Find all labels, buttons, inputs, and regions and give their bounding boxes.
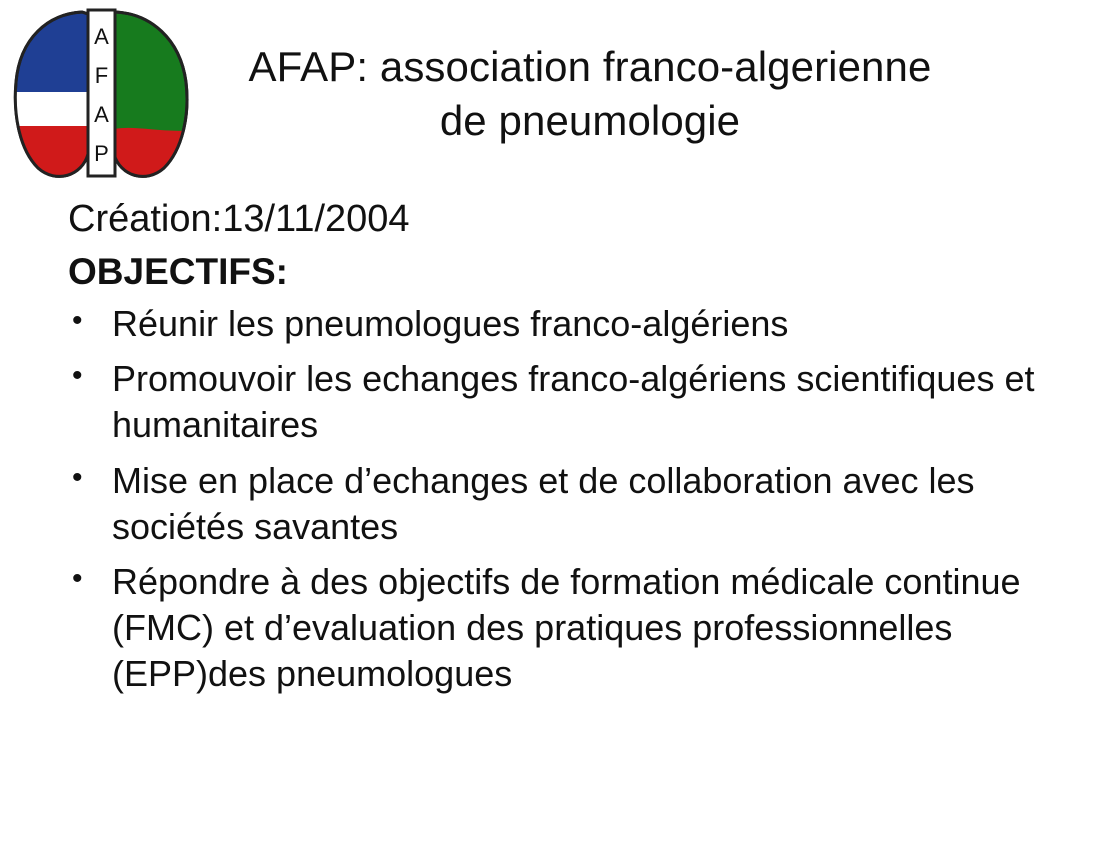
creation-date-text: Création:13/11/2004 [68, 198, 410, 240]
logo-letter-f: F [94, 63, 109, 88]
slide-title [200, 40, 980, 148]
logo-letter-a2: A [94, 102, 109, 127]
slide-body [64, 196, 1084, 707]
objectives-heading: OBJECTIFS: [68, 251, 288, 293]
list-item: • Promouvoir les echanges franco-algériens scientifiques et humanitaires [64, 356, 1084, 447]
list-item: • Réunir les pneumologues franco-algériens [64, 301, 1084, 347]
list-item: • Répondre à des objectifs de formation médicale continue (FMC) et d’evaluation des pratiques professionnelles (EPP)des pneumologues [64, 559, 1084, 696]
logo-letter-p: P [94, 141, 109, 166]
slide-title-line-2: de pneumologie [439, 96, 741, 144]
slide-title-line-1: AFAP: association franco-algerienne [248, 43, 932, 90]
afap-lungs-logo [8, 4, 196, 182]
list-item: • Mise en place d’echanges et de collaboration avec les sociétés savantes [64, 458, 1084, 549]
logo-letter-a1: A [94, 24, 109, 49]
objectives-list [64, 301, 1084, 697]
